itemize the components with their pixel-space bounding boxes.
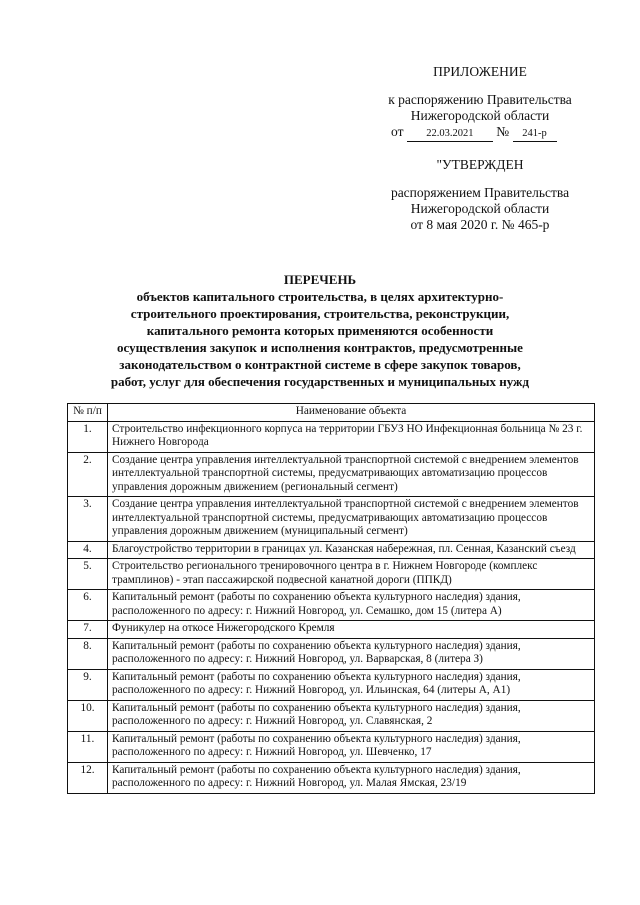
- row-number: 2.: [68, 452, 108, 497]
- approved-by-line2: Нижегородской области: [410, 201, 550, 216]
- subtitle-line: объектов капитального строительства, в целях архитектурно-: [136, 289, 504, 304]
- row-object-name: Капитальный ремонт (работы по сохранению объекта культурного наследия) здания, расположенного по адресу: г. Нижний Новгород, ул. Семашко, дом 15 (литера А): [108, 590, 595, 621]
- column-header-number: № п/п: [68, 404, 108, 422]
- appendix-to-line1: к распоряжению Правительства: [388, 92, 572, 107]
- approved-title: "УТВЕРЖДЕН: [436, 157, 524, 172]
- table-row: [68, 590, 595, 621]
- subtitle-line: работ, услуг для обеспечения государственных и муниципальных нужд: [110, 374, 530, 389]
- table-row: [68, 421, 595, 452]
- row-number: 3.: [68, 497, 108, 542]
- row-object-name: Строительство инфекционного корпуса на территории ГБУЗ НО Инфекционная больница № 23 г. Нижнего Новгорода: [108, 421, 595, 452]
- row-object-name: Капитальный ремонт (работы по сохранению объекта культурного наследия) здания, расположенного по адресу: г. Нижний Новгород, ул. Малая Ямская, 23/19: [108, 762, 595, 793]
- date-prefix: от: [391, 124, 404, 139]
- row-number: 5.: [68, 559, 108, 590]
- row-object-name: Создание центра управления интеллектуальной транспортной системой с внедрением элементов интеллектуальной транспортной системы, предусматривающих автоматизацию процессов управления дорожным движением (муниципальный сегмент): [108, 497, 595, 542]
- row-number: 4.: [68, 541, 108, 559]
- row-number: 1.: [68, 421, 108, 452]
- table-row: [68, 700, 595, 731]
- approved-by-block: [360, 185, 600, 233]
- row-number: 7.: [68, 621, 108, 639]
- row-number: 11.: [68, 731, 108, 762]
- table-row: [68, 669, 595, 700]
- table-header-row: [68, 404, 595, 422]
- document-title: ПЕРЕЧЕНЬ: [283, 272, 357, 287]
- subtitle-line: осуществления закупок и исполнения контрактов, предусмотренные: [117, 340, 523, 355]
- row-object-name: Фуникулер на откосе Нижегородского Кремля: [108, 621, 595, 639]
- row-number: 9.: [68, 669, 108, 700]
- subtitle-line: строительного проектирования, строительства, реконструкции,: [130, 306, 510, 321]
- row-number: 12.: [68, 762, 108, 793]
- subtitle-line: законодательством о контрактной системе в сфере закупок товаров,: [119, 357, 521, 372]
- table-row: [68, 621, 595, 639]
- subtitle-line: капитального ремонта которых применяются особенности: [146, 323, 494, 338]
- row-number: 6.: [68, 590, 108, 621]
- decree-number: 241-р: [513, 127, 557, 142]
- table-row: [68, 762, 595, 793]
- column-header-name: Наименование объекта: [108, 404, 595, 422]
- row-object-name: Создание центра управления интеллектуальной транспортной системой с внедрением элементов интеллектуальной транспортной системы, предусматривающих автоматизацию процессов управления дорожным движением (региональный сегмент): [108, 452, 595, 497]
- decree-date-number-line: [391, 124, 557, 142]
- number-prefix: №: [496, 124, 510, 139]
- table-row: [68, 497, 595, 542]
- appendix-reference: [360, 92, 600, 124]
- appendix-title: ПРИЛОЖЕНИЕ: [433, 64, 527, 79]
- table-row: [68, 638, 595, 669]
- row-object-name: Капитальный ремонт (работы по сохранению объекта культурного наследия) здания, расположенного по адресу: г. Нижний Новгород, ул. Шевченко, 17: [108, 731, 595, 762]
- row-object-name: Строительство регионального тренировочного центра в г. Нижнем Новгороде (комплекс трамплинов) - этап пассажирской подвесной канатной дороги (ППКД): [108, 559, 595, 590]
- approved-by-line1: распоряжением Правительства: [390, 185, 570, 200]
- appendix-to-line2: Нижегородской области: [410, 108, 550, 123]
- row-object-name: Благоустройство территории в границах ул. Казанская набережная, пл. Сенная, Казанский съезд: [108, 541, 595, 559]
- table-row: [68, 541, 595, 559]
- objects-table: [67, 403, 595, 794]
- table-row: [68, 559, 595, 590]
- decree-date: 22.03.2021: [407, 127, 493, 142]
- row-object-name: Капитальный ремонт (работы по сохранению объекта культурного наследия) здания, расположенного по адресу: г. Нижний Новгород, ул. Ильинская, 64 (литеры А, А1): [108, 669, 595, 700]
- row-number: 8.: [68, 638, 108, 669]
- row-object-name: Капитальный ремонт (работы по сохранению объекта культурного наследия) здания, расположенного по адресу: г. Нижний Новгород, ул. Славянская, 2: [108, 700, 595, 731]
- table-row: [68, 452, 595, 497]
- row-number: 10.: [68, 700, 108, 731]
- table-row: [68, 731, 595, 762]
- row-object-name: Капитальный ремонт (работы по сохранению объекта культурного наследия) здания, расположенного по адресу: г. Нижний Новгород, ул. Варварская, 8 (литера З): [108, 638, 595, 669]
- approved-by-line3: от 8 мая 2020 г. № 465-р: [410, 217, 550, 232]
- document-heading: [60, 271, 580, 390]
